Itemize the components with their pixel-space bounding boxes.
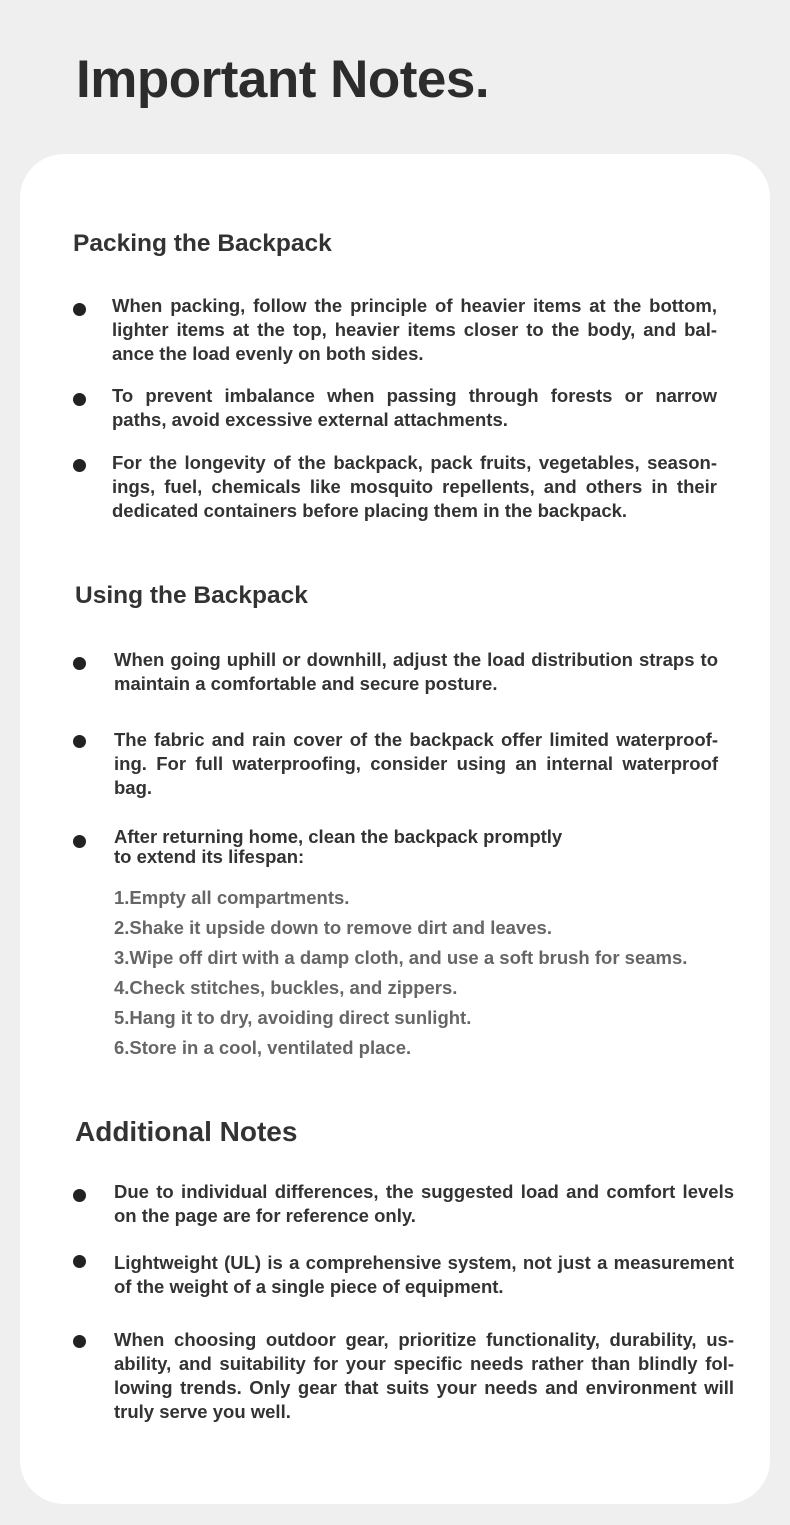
note-packing-3: For the longevity of the backpack, pack fruits, vegetables, season-ings, fuel, chemicals like mosquito repellents, and others in their dedicated containers before placing them in the backpack.	[112, 452, 717, 521]
bullet-icon	[73, 657, 86, 670]
cleaning-steps-list	[114, 883, 687, 1063]
note-additional-2: Lightweight (UL) is a comprehensive system, not just a measurement of the weight of a single piece of equipment.	[114, 1252, 734, 1297]
cleaning-step: 1.Empty all compartments.	[114, 887, 350, 908]
bullet-icon	[73, 735, 86, 748]
bullet-icon	[73, 1189, 86, 1202]
note-using-3-line1: After returning home, clean the backpack promptly	[114, 826, 563, 847]
bullet-icon	[73, 393, 86, 406]
note-additional-3: When choosing outdoor gear, prioritize functionality, durability, us-ability, and suitability for your specific needs rather than blindly fol-lowing trends. Only gear that suits your needs and environment will truly serve you well.	[114, 1329, 734, 1422]
note-packing-2: To prevent imbalance when passing through forests or narrow paths, avoid excessive external attachments.	[112, 385, 717, 430]
bullet-icon	[73, 835, 86, 848]
section-title-using: Using the Backpack	[75, 582, 308, 609]
cleaning-step: 2.Shake it upside down to remove dirt and leaves.	[114, 917, 552, 938]
cleaning-step: 5.Hang it to dry, avoiding direct sunlight.	[114, 1007, 472, 1028]
note-using-3-line2: to extend its lifespan:	[114, 846, 305, 867]
page-title: Important Notes.	[76, 50, 490, 109]
cleaning-step: 6.Store in a cool, ventilated place.	[114, 1037, 412, 1058]
bullet-icon	[73, 303, 86, 316]
note-packing-1: When packing, follow the principle of heavier items at the bottom, lighter items at the top, heavier items closer to the body, and bal-ance the load evenly on both sides.	[112, 295, 717, 364]
cleaning-step: 4.Check stitches, buckles, and zippers.	[114, 977, 458, 998]
cleaning-step: 3.Wipe off dirt with a damp cloth, and use a soft brush for seams.	[114, 947, 688, 968]
note-additional-1: Due to individual differences, the suggested load and comfort levels on the page are for reference only.	[114, 1181, 734, 1226]
note-using-1: When going uphill or downhill, adjust the load distribution straps to maintain a comfortable and secure posture.	[114, 649, 718, 694]
note-using-2: The fabric and rain cover of the backpack offer limited waterproof-ing. For full waterproofing, consider using an internal waterproof bag.	[114, 729, 718, 798]
bullet-icon	[73, 1335, 86, 1348]
section-title-packing: Packing the Backpack	[73, 230, 332, 257]
section-title-additional: Additional Notes	[75, 1116, 298, 1147]
bullet-icon	[73, 459, 86, 472]
bullet-icon	[73, 1255, 86, 1268]
